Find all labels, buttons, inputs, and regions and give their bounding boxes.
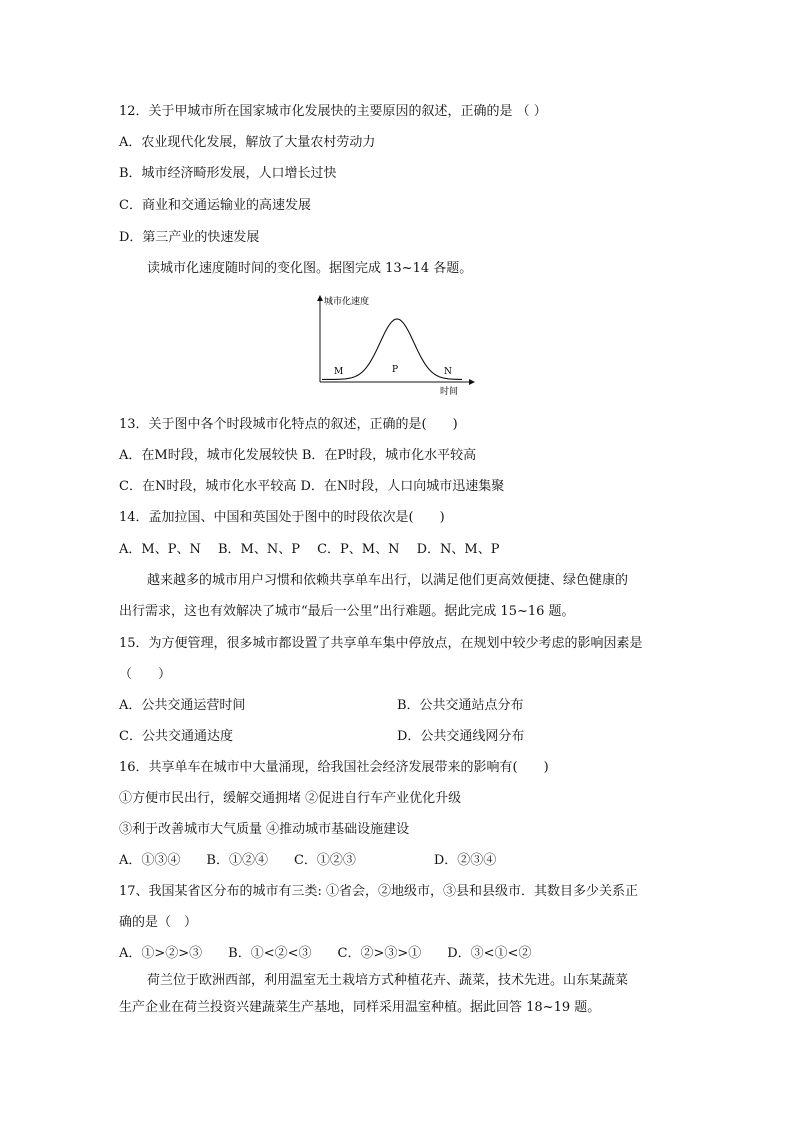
urbanization-speed-figure <box>312 290 484 400</box>
intro-18-19-line1: 荷兰位于欧洲西部，利用温室无土栽培方式种植花卉、蔬菜，技术先进。山东某蔬菜 <box>147 973 629 988</box>
intro-13-14: 读城市化速度随时间的变化图。据图完成 13~14 各题。 <box>147 261 473 276</box>
q13-options-ab: A．在M时段，城市化发展较快 B．在P时段，城市化水平较高 <box>119 448 477 463</box>
urbanization-chart <box>312 290 484 400</box>
q12-stem: 12．关于甲城市所在国家城市化发展快的主要原因的叙述，正确的是 （ ） <box>119 104 547 119</box>
q17-stem-line2: 确的是（ ） <box>119 915 198 930</box>
intro-15-16-line1: 越来越多的城市用户习惯和依赖共享单车出行，以满足他们更高效便捷、绿色健康的 <box>147 573 629 588</box>
q12-option-a: A．农业现代化发展，解放了大量农村劳动力 <box>119 135 376 150</box>
intro-18-19-line2: 生产企业在荷兰投资兴建蔬菜生产基地，同样采用温室种植。据此回答 18~19 题。 <box>119 1000 601 1015</box>
q12-option-c: C．商业和交通运输业的高速发展 <box>119 198 311 213</box>
q15-option-d: D．公共交通线网分布 <box>397 729 525 744</box>
x-axis-label: 时间 <box>440 387 459 397</box>
q15-option-a: A．公共交通运营时间 <box>119 698 246 713</box>
q16-statements-34: ③利于改善城市大气质量 ④推动城市基础设施建设 <box>119 822 410 837</box>
q15-stem-line2: （ ） <box>119 667 172 682</box>
period-label-p: P <box>392 365 399 375</box>
period-label-n: N <box>444 367 452 377</box>
intro-15-16-line2: 出行需求，这也有效解决了城市“最后一公里”出行难题。据此完成 15~16 题。 <box>119 604 575 619</box>
q13-stem: 13．关于图中各个时段城市化特点的叙述，正确的是( ) <box>119 417 458 432</box>
q15-option-c: C．公共交通通达度 <box>119 729 233 744</box>
period-label-m: M <box>334 367 344 377</box>
q17-stem-line1: 17、我国某省区分布的城市有三类: ①省会，②地级市，③县和县级市．其数目多少关系正 <box>119 884 639 899</box>
q13-options-cd: C．在N时段，城市化水平较高 D．在N时段，人口向城市迅速集聚 <box>119 479 505 494</box>
q12-option-d: D．第三产业的快速发展 <box>119 230 260 245</box>
q14-stem: 14．孟加拉国、中国和英国处于图中的时段依次是( ) <box>119 510 445 525</box>
q16-options: A．①③④ B．①②④ C．①②③ D．②③④ <box>119 853 497 868</box>
q15-option-b: B．公共交通站点分布 <box>397 698 524 713</box>
y-axis-label: 城市化速度 <box>324 297 370 307</box>
q14-options: A．M、P、N B．M、N、P C．P、M、N D．N、M、P <box>119 542 500 557</box>
q15-stem-line1: 15．为方便管理，很多城市都设置了共享单车集中停放点，在规划中较少考虑的影响因素是 <box>119 636 643 651</box>
q16-stem: 16．共享单车在城市中大量涌现，给我国社会经济发展带来的影响有( ) <box>119 760 549 775</box>
q17-options: A．①>②>③ B．①<②<③ C．②>③>① D．③<①<② <box>119 946 532 961</box>
q12-option-b: B．城市经济畸形发展，人口增长过快 <box>119 166 337 181</box>
q16-statements-12: ①方便市民出行，缓解交通拥堵 ②促进自行车产业优化升级 <box>119 791 462 806</box>
